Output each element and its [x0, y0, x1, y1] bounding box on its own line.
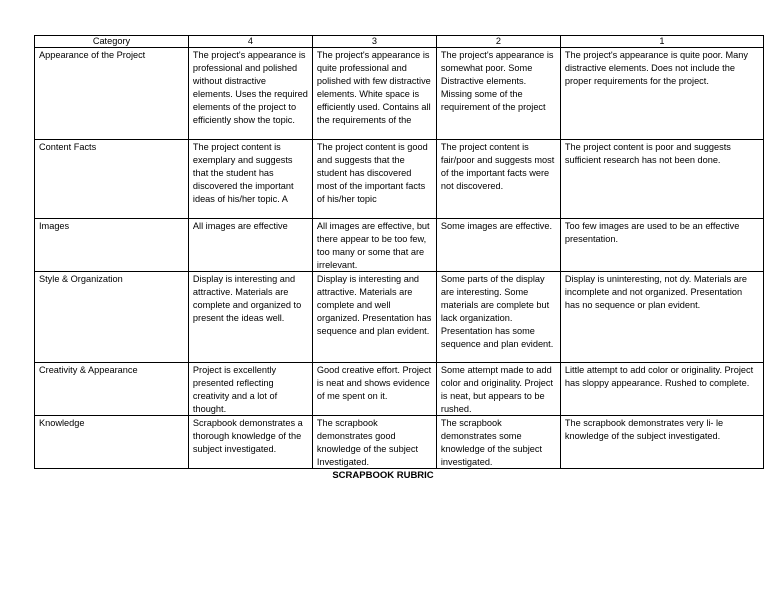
- score-4-cell: The project content is exemplary and suggests that the student has discovered the important ideas of his/her topic. A: [188, 140, 312, 219]
- score-4-cell: The project's appearance is professional and polished without distractive elements. Uses the required elements of the project to efficiently show the topic.: [188, 48, 312, 140]
- score-4-cell: Scrapbook demonstrates a thorough knowledge of the subject investigated.: [188, 416, 312, 469]
- header-category: Category: [35, 36, 189, 48]
- header-row: [35, 36, 764, 48]
- table-row: [35, 140, 764, 219]
- score-3-cell: The scrapbook demonstrates good knowledge of the subject Investigated.: [312, 416, 436, 469]
- score-1-cell: The scrapbook demonstrates very li- le knowledge of the subject investigated.: [560, 416, 763, 469]
- score-2-cell: Some images are effective.: [436, 219, 560, 272]
- score-3-cell: All images are effective, but there appear to be too few, too many or some that are irrelevant.: [312, 219, 436, 272]
- table-row: [35, 219, 764, 272]
- header-score-3: 3: [312, 36, 436, 48]
- category-cell: Creativity & Appearance: [35, 363, 189, 416]
- score-3-cell: The project's appearance is quite professional and polished with few distractive elements. White space is efficiently used. Contains all the requirements of the: [312, 48, 436, 140]
- score-4-cell: Display is interesting and attractive. Materials are complete and organized to present the ideas well.: [188, 272, 312, 363]
- score-1-cell: The project's appearance is quite poor. Many distractive elements. Does not include the proper requirements for the project.: [560, 48, 763, 140]
- score-2-cell: The project's appearance is somewhat poor. Some Distractive elements. Missing some of the requirement of the project: [436, 48, 560, 140]
- score-3-cell: Good creative effort. Project is neat and shows evidence of me spent on it.: [312, 363, 436, 416]
- score-2-cell: The scrapbook demonstrates some knowledge of the subject investigated.: [436, 416, 560, 469]
- score-4-cell: Project is excellently presented reflecting creativity and a lot of thought.: [188, 363, 312, 416]
- score-1-cell: Too few images are used to be an effective presentation.: [560, 219, 763, 272]
- score-4-cell: All images are effective: [188, 219, 312, 272]
- rubric-caption: SCRAPBOOK RUBRIC: [332, 470, 434, 481]
- score-1-cell: Little attempt to add color or originality. Project has sloppy appearance. Rushed to complete.: [560, 363, 763, 416]
- header-score-4: 4: [188, 36, 312, 48]
- score-3-cell: Display is interesting and attractive. Materials are complete and well organized. Presentation has sequence and plan evident.: [312, 272, 436, 363]
- header-score-1: 1: [560, 36, 763, 48]
- score-1-cell: Display is uninteresting, not dy. Materials are incomplete and not organized. Presentation has no sequence or plan evident.: [560, 272, 763, 363]
- category-cell: Appearance of the Project: [35, 48, 189, 140]
- category-cell: Images: [35, 219, 189, 272]
- score-2-cell: The project content is fair/poor and suggests most of the important facts were not discovered.: [436, 140, 560, 219]
- score-3-cell: The project content is good and suggests that the student has discovered most of the important facts of his/her topic: [312, 140, 436, 219]
- table-row: [35, 272, 764, 363]
- category-cell: Content Facts: [35, 140, 189, 219]
- header-score-2: 2: [436, 36, 560, 48]
- score-2-cell: Some attempt made to add color and originality. Project is neat, but appears to be rushed.: [436, 363, 560, 416]
- category-cell: Style & Organization: [35, 272, 189, 363]
- table-row: [35, 416, 764, 469]
- score-2-cell: Some parts of the display are interesting. Some materials are complete but lack organization. Presentation has some sequence and plan evident.: [436, 272, 560, 363]
- category-cell: Knowledge: [35, 416, 189, 469]
- rubric-table: [34, 35, 764, 469]
- table-row: [35, 363, 764, 416]
- score-1-cell: The project content is poor and suggests sufficient research has not been done.: [560, 140, 763, 219]
- table-row: [35, 48, 764, 140]
